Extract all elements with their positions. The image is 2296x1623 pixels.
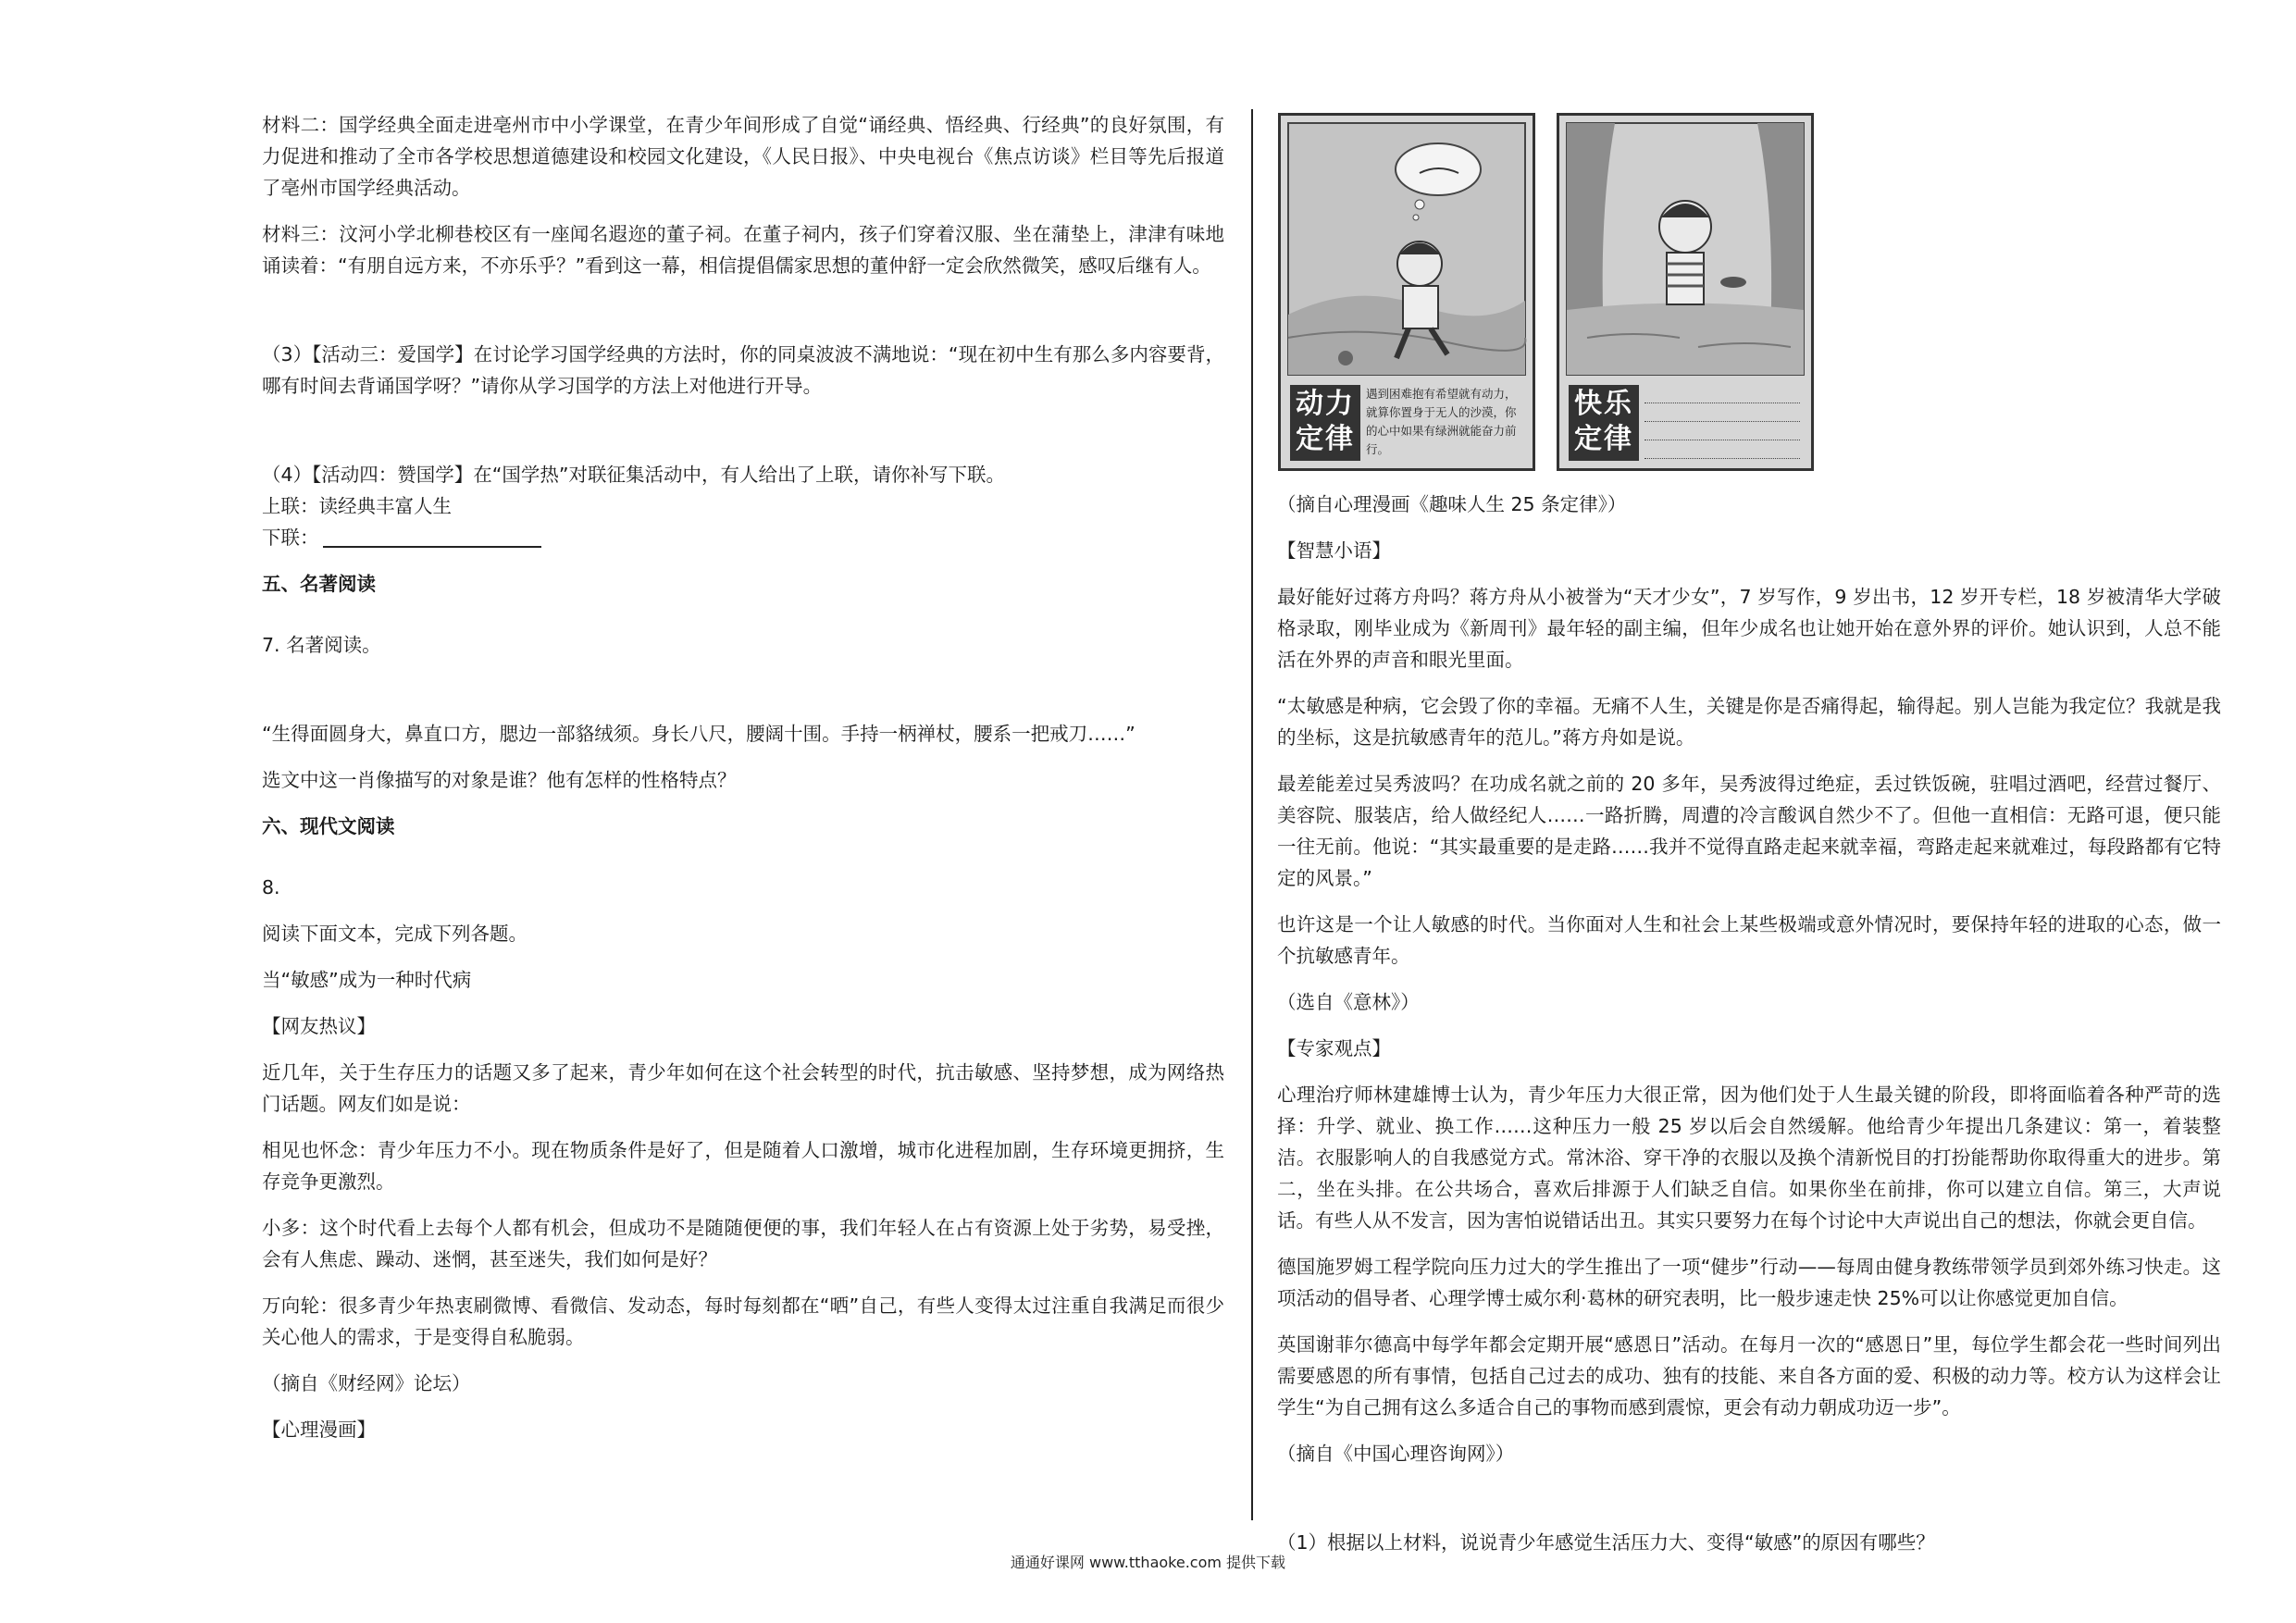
material-two: 材料二：国学经典全面走进亳州市中小学课堂，在青少年间形成了自觉“诵经典、悟经典、行经典”的良好氛围，有力促进和推动了全市各学校思想道德建设和校园文化建设，《人民日报》、中央电视台《焦点访谈》栏目等先后报道了亳州市国学经典活动。: [262, 114, 1224, 199]
source-xinli: （摘自《中国心理咨询网》）: [1277, 1443, 1515, 1465]
page-footer: 通通好课网 www.tthaoke.com 提供下载: [1010, 1554, 1286, 1571]
question-3: （3）【活动三：爱国学】在讨论学习国学经典的方法时，你的同桌波波不满地说：“现在初中生有那么多内容要背，哪有时间去背诵国学呀？”请你从学习国学的方法上对他进行开导。: [262, 343, 1224, 397]
wisdom-paragraph-2: “太敏感是种病，它会毁了你的幸福。无痛不人生，关键是你是否痛得起，输得起。别人岂能为我定位？我就是我的坐标，这是抗敏感青年的范儿。”蒋方舟如是说。: [1277, 695, 2221, 749]
material-three: 材料三：汶河小学北柳巷校区有一座闻名遐迩的董子祠。在董子祠内，孩子们穿着汉服、坐在蒲垫上，津津有味地诵读着：“有朋自远方来，不亦乐乎？”看到这一幕，相信提倡儒家思想的董仲舒一定会欣然微笑，感叹后继有人。: [262, 223, 1224, 277]
comic-heading: 【心理漫画】: [262, 1419, 376, 1441]
question-8-1: （1）根据以上材料，说说青少年感觉生活压力大、变得“敏感”的原因有哪些？: [1277, 1531, 1935, 1554]
blank-line: [1644, 385, 1800, 403]
lower-couplet-label: 下联：: [262, 527, 319, 549]
wisdom-paragraph-4: 也许这是一个让人敏感的时代。当你面对人生和社会上某些极端或意外情况时，要保持年轻的进取的心态，做一个抗敏感青年。: [1277, 913, 2221, 967]
blank-line: [1644, 422, 1800, 440]
netizen-heading: 【网友热议】: [262, 1015, 376, 1037]
lower-couplet-line: [262, 522, 1224, 553]
section-five-heading: 五、名著阅读: [262, 573, 376, 595]
novel-quote: “生得面圆身大，鼻直口方，腮边一部貉绒须。身长八尺，腰阔十围。手持一柄禅杖，腰系一把戒刀……”: [262, 723, 1136, 745]
question-7: 7. 名著阅读。: [262, 634, 381, 656]
section-six-heading: 六、现代文阅读: [262, 815, 395, 837]
expert-paragraph-2: 德国施罗姆工程学院向压力过大的学生推出了一项“健步”行动——每周由健身教练带领学员到郊外练习快走。这项活动的倡导者、心理学博士威尔利·葛林的研究表明，比一般步速走快 25%可以让你感觉更加自信。: [1277, 1256, 2221, 1309]
source-yilin: （选自《意林》）: [1277, 991, 1420, 1013]
reading-instruction: 阅读下面文本，完成下列各题。: [262, 923, 527, 945]
answer-blank[interactable]: [323, 526, 541, 548]
blank-line: [1644, 403, 1800, 422]
comic-panel-happiness: [1557, 113, 1814, 471]
source-comic: （摘自心理漫画《趣味人生 25 条定律》）: [1277, 493, 1627, 515]
expert-paragraph-3: 英国谢菲尔德高中每学年都会定期开展“感恩日”活动。在每月一次的“感恩日”里，每位学生都会花一些时间列出需要感恩的所有事情，包括自己过去的成功、独有的技能、来自各方面的爱、积极的动力等。校方认为这样会让学生“为自己拥有这么多适合自己的事物而感到震惊，更会有动力朝成功迈一步”。: [1277, 1333, 2221, 1419]
comic-panel-motivation: [1278, 113, 1535, 471]
right-column: [1277, 113, 2221, 1558]
wisdom-paragraph-3: 最差能差过吴秀波吗？在功成名就之前的 20 多年，吴秀波得过绝症，丢过铁饭碗，驻唱过酒吧，经营过餐厅、美容院、服装店，给人做经纪人……一路折腾，周遭的冷言酸讽自然少不了。但他一直相信：无路可退，便只能一往无前。他说：“其实最重要的是走路……我并不觉得直路走起来就幸福，弯路走起来就难过，每段路都有它特定的风景。”: [1277, 773, 2221, 889]
netizen-intro: 近几年，关于生存压力的话题又多了起来，青少年如何在这个社会转型的时代，抗击敏感、坚持梦想，成为网络热门话题。网友们如是说：: [262, 1061, 1224, 1115]
motivation-law-text: 遇到困难抱有希望就有动力，就算你置身于无人的沙漠，你的心中如果有绿洲就能奋力前行。: [1366, 387, 1517, 456]
wisdom-heading: 【智慧小语】: [1277, 539, 1391, 562]
netizen-comment-2: 小多：这个时代看上去每个人都有机会，但成功不是随随便便的事，我们年轻人在占有资源上处于劣势，易受挫，会有人焦虑、躁动、迷惘，甚至迷失，我们如何是好？: [262, 1217, 1224, 1270]
expert-heading: 【专家观点】: [1277, 1037, 1391, 1059]
motivation-law-label: 动力定律: [1290, 385, 1360, 461]
expert-paragraph-1: 心理治疗师林建雄博士认为，青少年压力大很正常，因为他们处于人生最关键的阶段，即将面临着各种严苛的选择：升学、就业、换工作……这种压力一般 25 岁以后会自然缓解。他给青少年提出几条建议：第一，着装整洁。衣服影响人的自我感觉方式。常沐浴、穿干净的衣服以及换个清新悦目的打扮能帮助你取得重大的进步。第二，坐在头排。在公共场合，喜欢后排源于人们缺乏自信。如果你坐在前排，你可以建立自信。第三，大声说话。有些人从不发言，因为害怕说错话出丑。其实只要努力在每个讨论中大声说出自己的想法，你就会更自信。: [1277, 1084, 2221, 1232]
happiness-law-label: 快乐定律: [1569, 385, 1639, 461]
blank-line: [1644, 440, 1800, 459]
upper-couplet: 上联：读经典丰富人生: [262, 495, 452, 517]
source-caijing: （摘自《财经网》论坛）: [262, 1372, 471, 1394]
netizen-comment-3: 万向轮：很多青少年热衷刷微博、看微信、发动态，每时每刻都在“晒”自己，有些人变得太过注重自我满足而很少关心他人的需求，于是变得自私脆弱。: [262, 1295, 1224, 1348]
article-title: 当“敏感”成为一种时代病: [262, 969, 472, 991]
question-8: 8.: [262, 876, 280, 898]
question-4: （4）【活动四：赞国学】在“国学热”对联征集活动中，有人给出了上联，请你补写下联。: [262, 464, 1006, 486]
column-divider: [1251, 109, 1253, 1520]
comic-strip: [1277, 113, 2221, 474]
question-7-ask: 选文中这一肖像描写的对象是谁？他有怎样的性格特点？: [262, 769, 737, 791]
wisdom-paragraph-1: 最好能好过蒋方舟吗？蒋方舟从小被誉为“天才少女”，7 岁写作，9 岁出书，12 岁开专栏，18 岁被清华大学破格录取，刚毕业成为《新周刊》最年轻的副主编，但年少成名也让她开始在意外界的评价。她认识到，人总不能活在外界的声音和眼光里面。: [1277, 586, 2221, 671]
left-column: [262, 109, 1224, 1445]
happiness-law-blank-lines: [1644, 385, 1800, 459]
netizen-comment-1: 相见也怀念：青少年压力不小。现在物质条件是好了，但是随着人口激增，城市化进程加剧，生存环境更拥挤，生存竞争更激烈。: [262, 1139, 1224, 1193]
